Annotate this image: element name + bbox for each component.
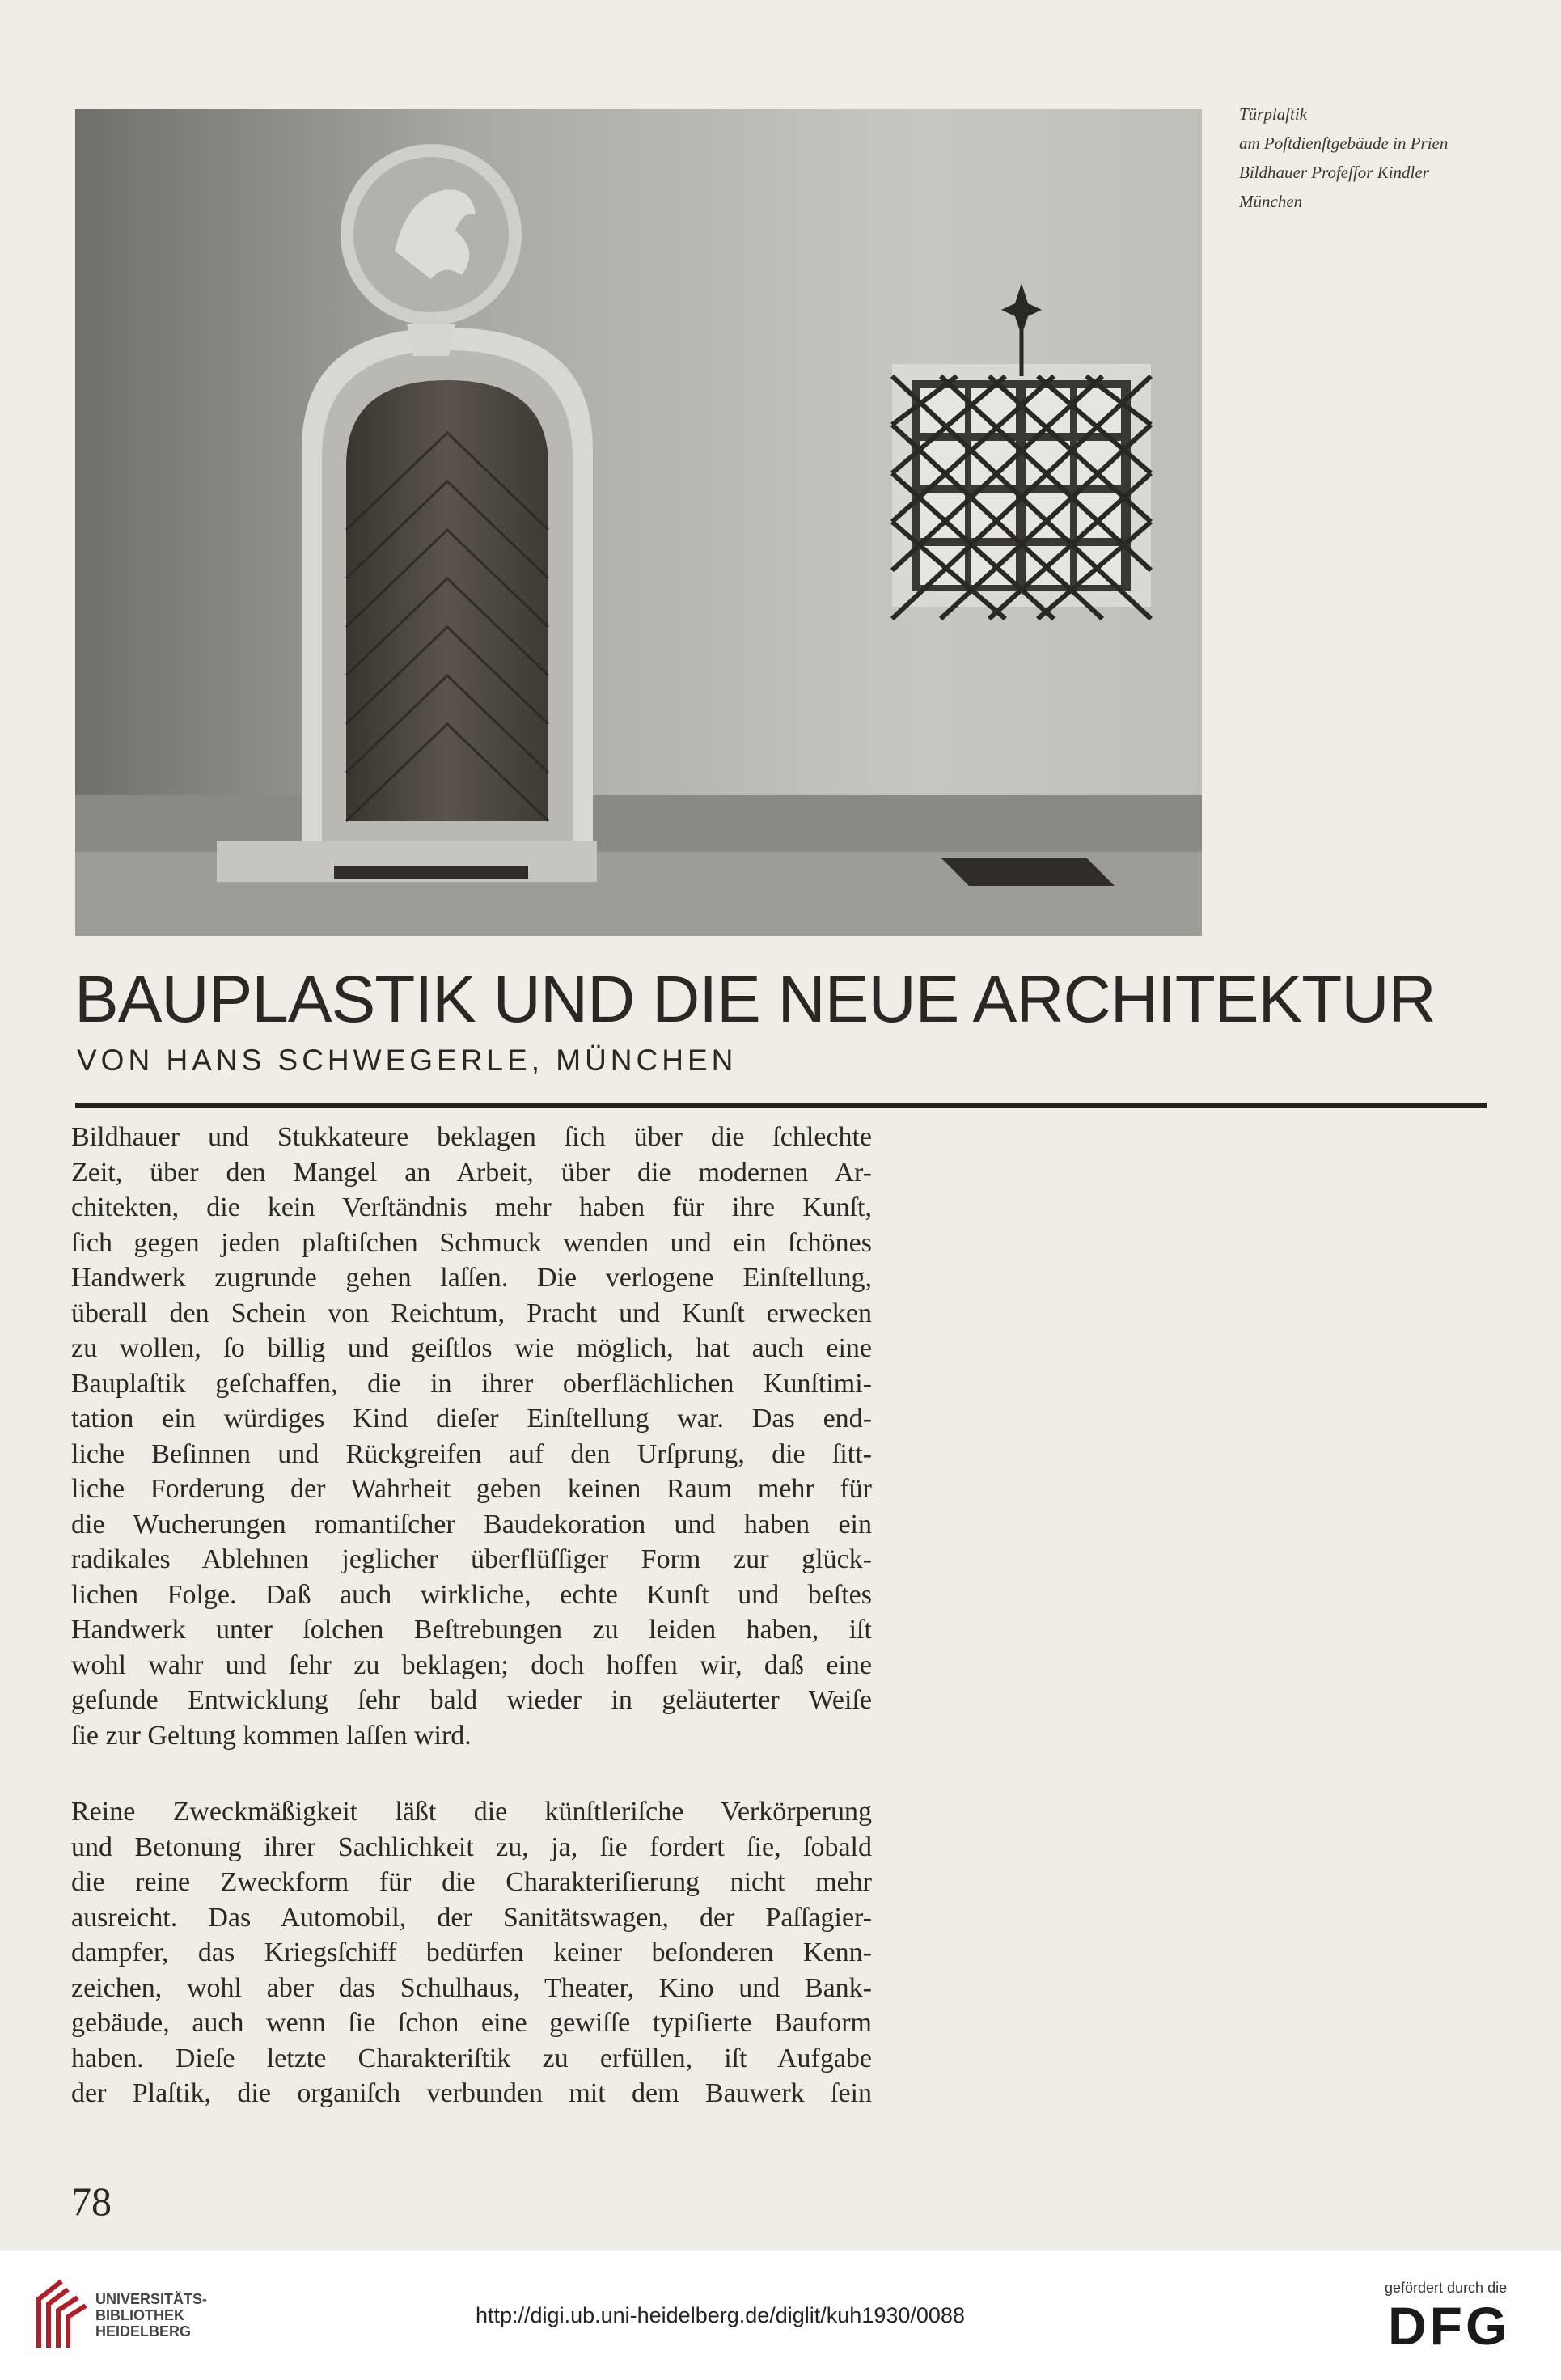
door-sculpture-photograph bbox=[75, 109, 1202, 936]
text-line: wohl wahr und ſehr zu beklagen; doch hoffen wir, daß eine bbox=[71, 1649, 872, 1680]
article-byline: VON HANS SCHWEGERLE, MÜNCHEN bbox=[77, 1044, 738, 1077]
text-line: Handwerk zugrunde gehen laſſen. Die verlogene Einſtellung, bbox=[71, 1263, 872, 1293]
funded-by-label: gefördert durch die bbox=[1385, 2280, 1508, 2296]
text-line: die Wucherungen romantiſcher Baudekoration und haben ein bbox=[71, 1509, 872, 1539]
caption-line: Türplaſtik bbox=[1239, 104, 1308, 124]
title-divider bbox=[75, 1103, 1487, 1108]
text-line: liche Beſinnen und Rückgreifen auf den Urſprung, die ſitt- bbox=[71, 1438, 872, 1469]
library-name-line: UNIVERSITÄTS- bbox=[95, 2291, 208, 2307]
library-name bbox=[95, 2291, 207, 2340]
page-number: 78 bbox=[71, 2179, 112, 2224]
text-line: die reine Zweckform für die Charakteriſierung nicht mehr bbox=[71, 1867, 872, 1897]
caption-line: am Poſtdienſtgebäude in Prien bbox=[1239, 133, 1449, 153]
text-line: gebäude, auch wenn ſie ſchon eine gewiſſe typiſierte Bauform bbox=[71, 2008, 872, 2038]
text-line: Handwerk unter ſolchen Beſtrebungen zu leiden haben, iſt bbox=[71, 1615, 872, 1645]
university-library-logo-icon[interactable] bbox=[32, 2275, 91, 2354]
photo-caption bbox=[1239, 100, 1546, 216]
library-name-line: BIBLIOTHEK bbox=[95, 2307, 184, 2323]
text-line: zeichen, wohl aber das Schulhaus, Theater, Kino und Bank- bbox=[71, 1972, 872, 2003]
text-line: Bildhauer und Stukkateure beklagen ſich über die ſchlechte bbox=[71, 1122, 872, 1152]
text-line: lichen Folge. Daß auch wirkliche, echte Kunſt und beſtes bbox=[71, 1579, 872, 1610]
text-line: Bauplaſtik geſchaffen, die in ihrer oberflächlichen Kunſtimi- bbox=[71, 1368, 872, 1399]
text-line: haben. Dieſe letzte Charakteriſtik zu erfüllen, iſt Aufgabe bbox=[71, 2043, 872, 2073]
text-line: zu wollen, ſo billig und geiſtlos wie möglich, hat auch eine bbox=[71, 1333, 872, 1363]
article-title: BAUPLASTIK UND DIE NEUE ARCHITEKTUR bbox=[74, 963, 1436, 1036]
text-line: der Plaſtik, die organiſch verbunden mit dem Bauwerk ſein bbox=[71, 2078, 872, 2108]
text-line: ſie zur Geltung kommen laſſen wird. bbox=[71, 1720, 472, 1751]
text-line: überall den Schein von Reichtum, Pracht und Kunſt erwecken bbox=[71, 1298, 872, 1328]
text-line: liche Forderung der Wahrheit geben keinen Raum mehr für bbox=[71, 1474, 872, 1504]
text-line: dampfer, das Kriegsſchiff bedürfen keiner beſonderen Kenn- bbox=[71, 1937, 872, 1967]
body-paragraph-1 bbox=[71, 1120, 872, 1753]
library-name-line: HEIDELBERG bbox=[95, 2323, 192, 2340]
text-line: ausreicht. Das Automobil, der Sanitätswagen, der Paſſagier- bbox=[71, 1902, 872, 1933]
body-paragraph-2 bbox=[71, 1794, 872, 2111]
text-line: ſich gegen jeden plaſtiſchen Schmuck wenden und ein ſchönes bbox=[71, 1227, 872, 1258]
permalink-url[interactable]: http://digi.ub.uni-heidelberg.de/diglit/kuh1930/0088 bbox=[476, 2303, 965, 2327]
text-line: Reine Zweckmäßigkeit läßt die künſtleriſche Verkörperung bbox=[71, 1797, 872, 1827]
caption-line: Bildhauer Profeſſor Kindler bbox=[1239, 163, 1429, 182]
text-line: Zeit, über den Mangel an Arbeit, über die modernen Ar- bbox=[71, 1157, 872, 1188]
text-line: geſunde Entwicklung ſehr bald wieder in geläuterter Weiſe bbox=[71, 1685, 872, 1715]
text-line: chitekten, die kein Verſtändnis mehr haben für ihre Kunſt, bbox=[71, 1192, 872, 1222]
text-line: und Betonung ihrer Sachlichkeit zu, ja, ſie fordert ſie, ſobald bbox=[71, 1832, 872, 1862]
digitization-footer bbox=[0, 2251, 1561, 2380]
text-line: tation ein würdiges Kind dieſer Einſtellung war. Das end- bbox=[71, 1404, 872, 1434]
dfg-logo[interactable]: DFG bbox=[1388, 2296, 1511, 2356]
caption-line: München bbox=[1239, 192, 1303, 211]
text-line: radikales Ablehnen jeglicher überflüſſiger Form zur glück- bbox=[71, 1544, 872, 1574]
